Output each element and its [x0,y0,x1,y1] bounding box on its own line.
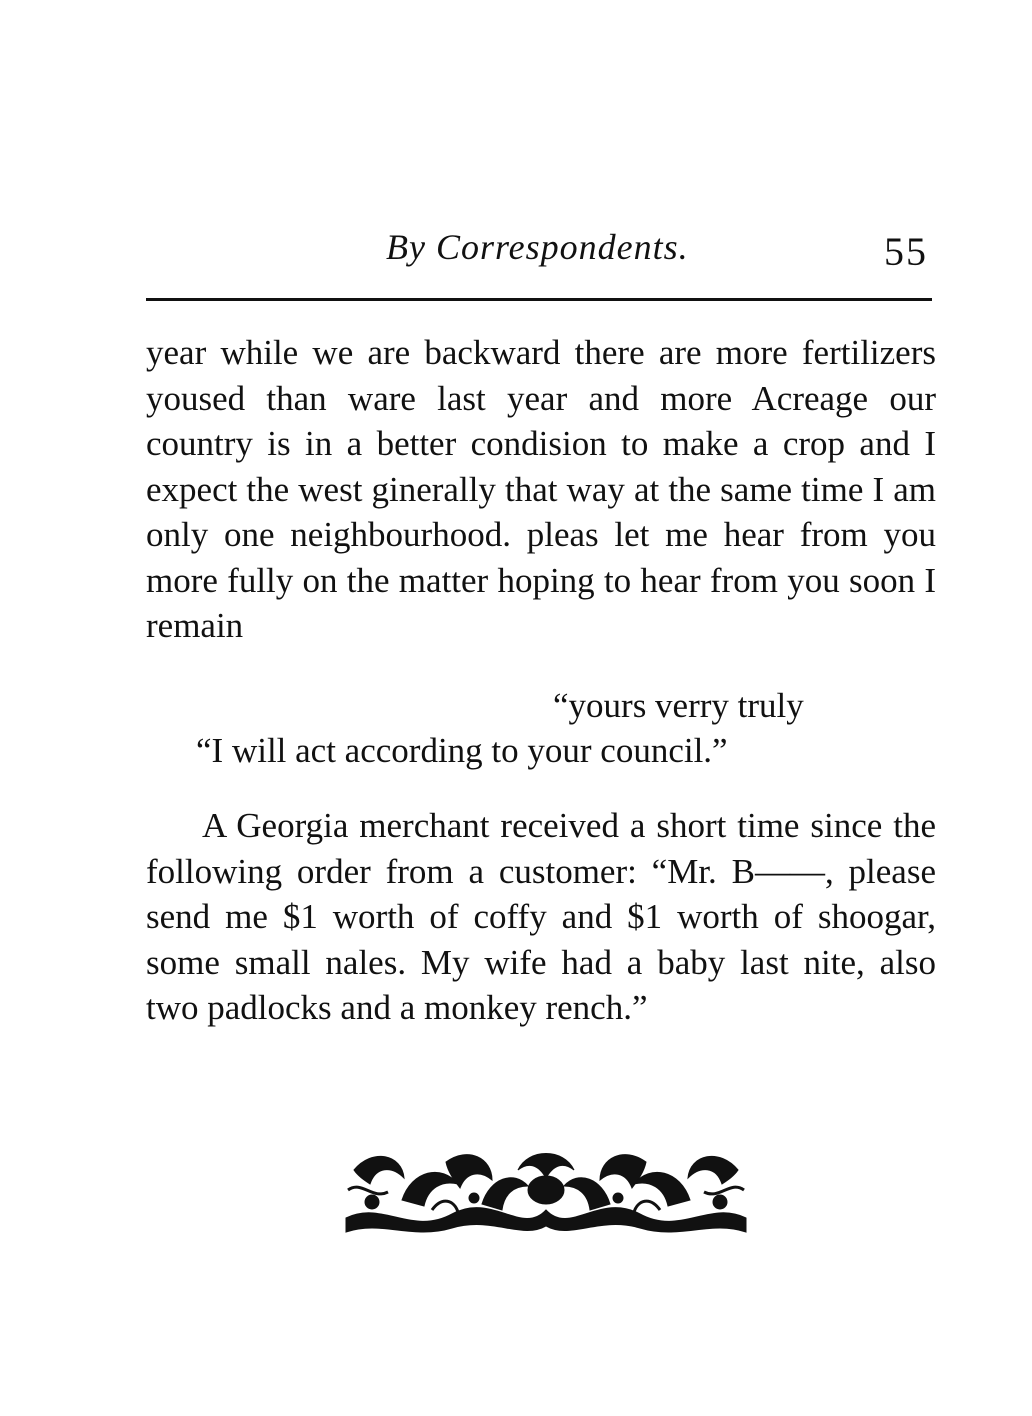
running-title: By Correspondents. [386,227,689,267]
page-number: 55 [884,229,928,274]
header-rule [146,298,932,301]
letter-paragraph: year while we are backward there are more fertilizers yoused than ware last year and more Acreage our country is in a better condision to make a crop and I expect the west ginerally that way at the same time I am only one neighbourhood. pleas let me hear from you more fully on the matter hoping to hear from you soon I remain [146,333,936,645]
running-head [146,226,932,282]
letter-closing-line: “yours verry truly [553,686,804,725]
letter-closing-line: “I will act according to your council.” [196,731,728,770]
floral-tailpiece-ornament [342,1140,750,1240]
anecdote-paragraph: A Georgia merchant received a short time since the following order from a customer: “Mr. B——, please send me $1 worth of coffy and $1 worth of shoogar, some small nales. My wife had a baby last nite, also two padlocks and a monkey rench.” [146,806,936,1027]
